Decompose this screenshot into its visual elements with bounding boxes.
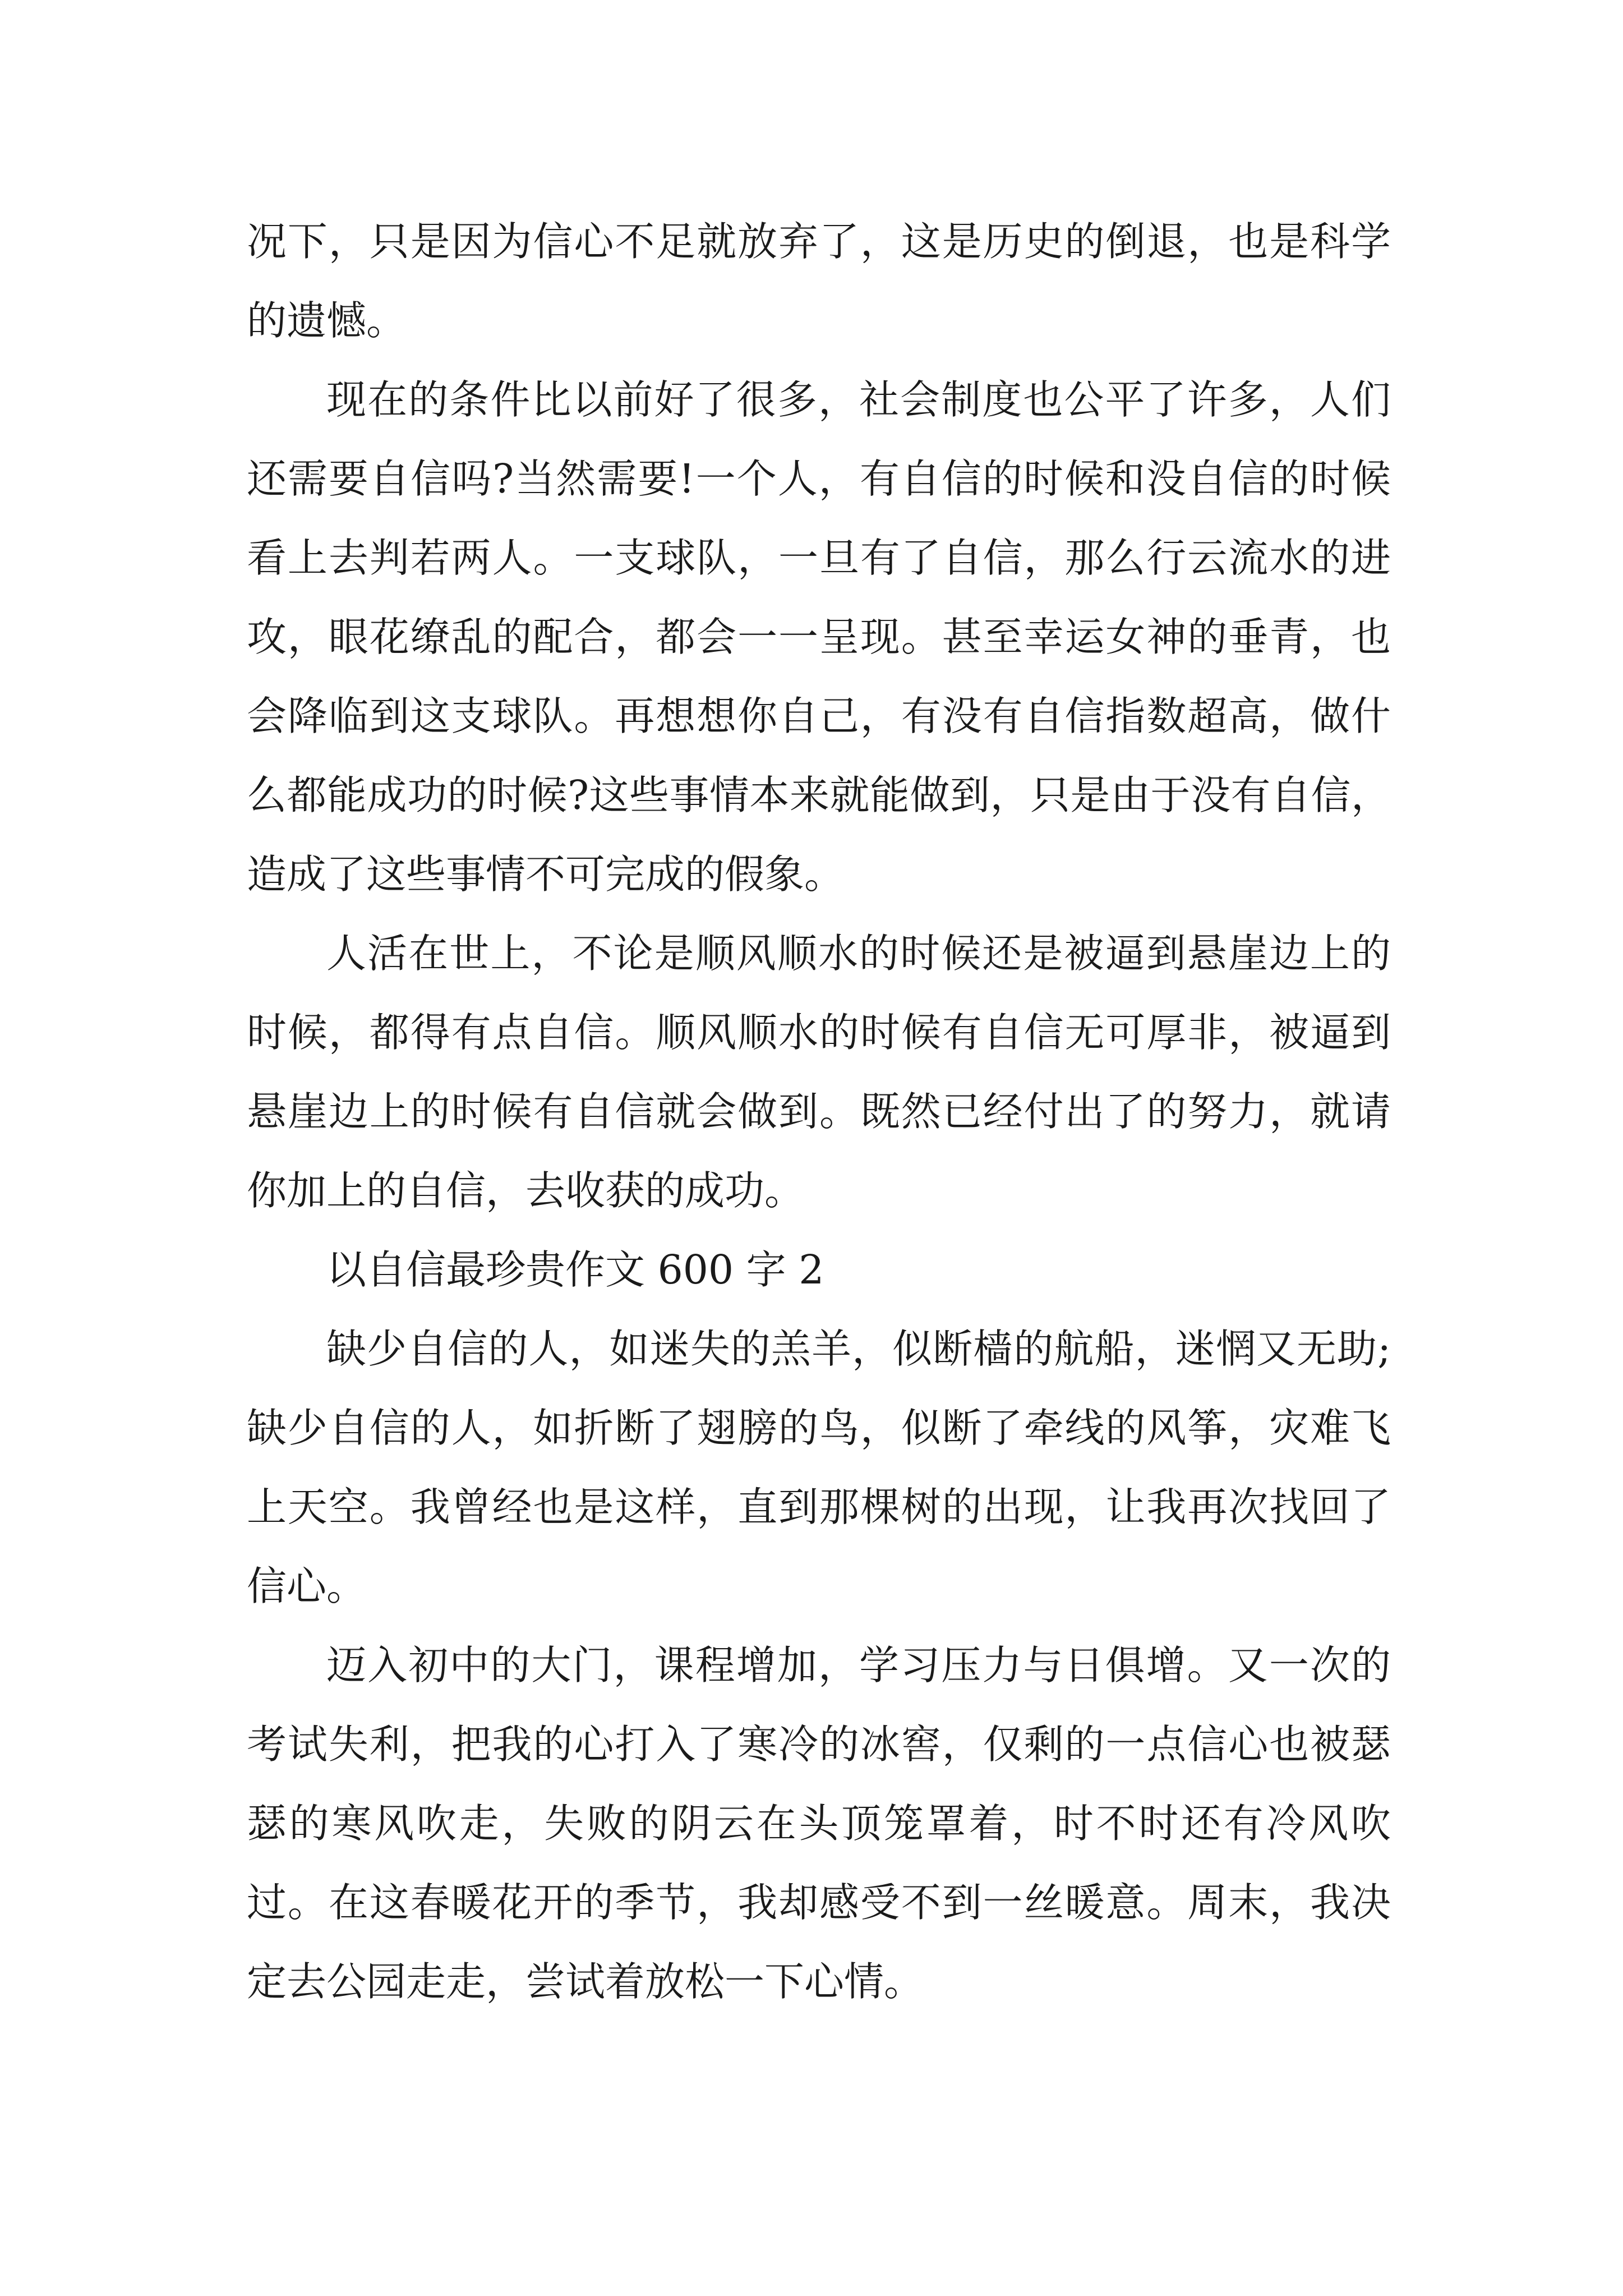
paragraph-continuation: 况下，只是因为信心不足就放弃了，这是历史的倒退，也是科学的遗憾。 — [247, 218, 1391, 344]
paragraph: 人活在世上，不论是顺风顺水的时候还是被逼到悬崖边上的时候，都得有点自信。顺风顺水的时候有自信无可厚非，被逼到悬崖边上的时候有自信就会做到。既然已经付出了的努力，就请你加上的自信，去收获的成功。 — [247, 930, 1391, 1214]
paragraph: 迈入初中的大门，课程增加，学习压力与日俱增。又一次的考试失利，把我的心打入了寒冷的冰窖，仅剩的一点信心也被瑟瑟的寒风吹走，失败的阴云在头顶笼罩着，时不时还有冷风吹过。在这春暖花开的季节，我却感受不到一丝暖意。周末，我决定去公园走走，尝试着放松一下心情。 — [247, 1642, 1391, 2005]
document-body — [247, 202, 1391, 2021]
paragraph: 缺少自信的人，如迷失的羔羊，似断樯的航船，迷惘又无助;缺少自信的人，如折断了翅膀的鸟，似断了牵线的风筝，灾难飞上天空。我曾经也是这样，直到那棵树的出现，让我再次找回了信心。 — [247, 1326, 1391, 1609]
section-heading: 以自信最珍贵作文 600 字 2 — [326, 1246, 824, 1293]
paragraph: 现在的条件比以前好了很多，社会制度也公平了许多，人们还需要自信吗?当然需要!一个人，有自信的时候和没自信的时候看上去判若两人。一支球队，一旦有了自信，那么行云流水的进攻，眼花缭乱的配合，都会一一呈现。甚至幸运女神的垂青，也会降临到这支球队。再想想你自己，有没有自信指数超高，做什么都能成功的时候?这些事情本来就能做到，只是由于没有自信，造成了这些事情不可完成的假象。 — [247, 376, 1391, 898]
